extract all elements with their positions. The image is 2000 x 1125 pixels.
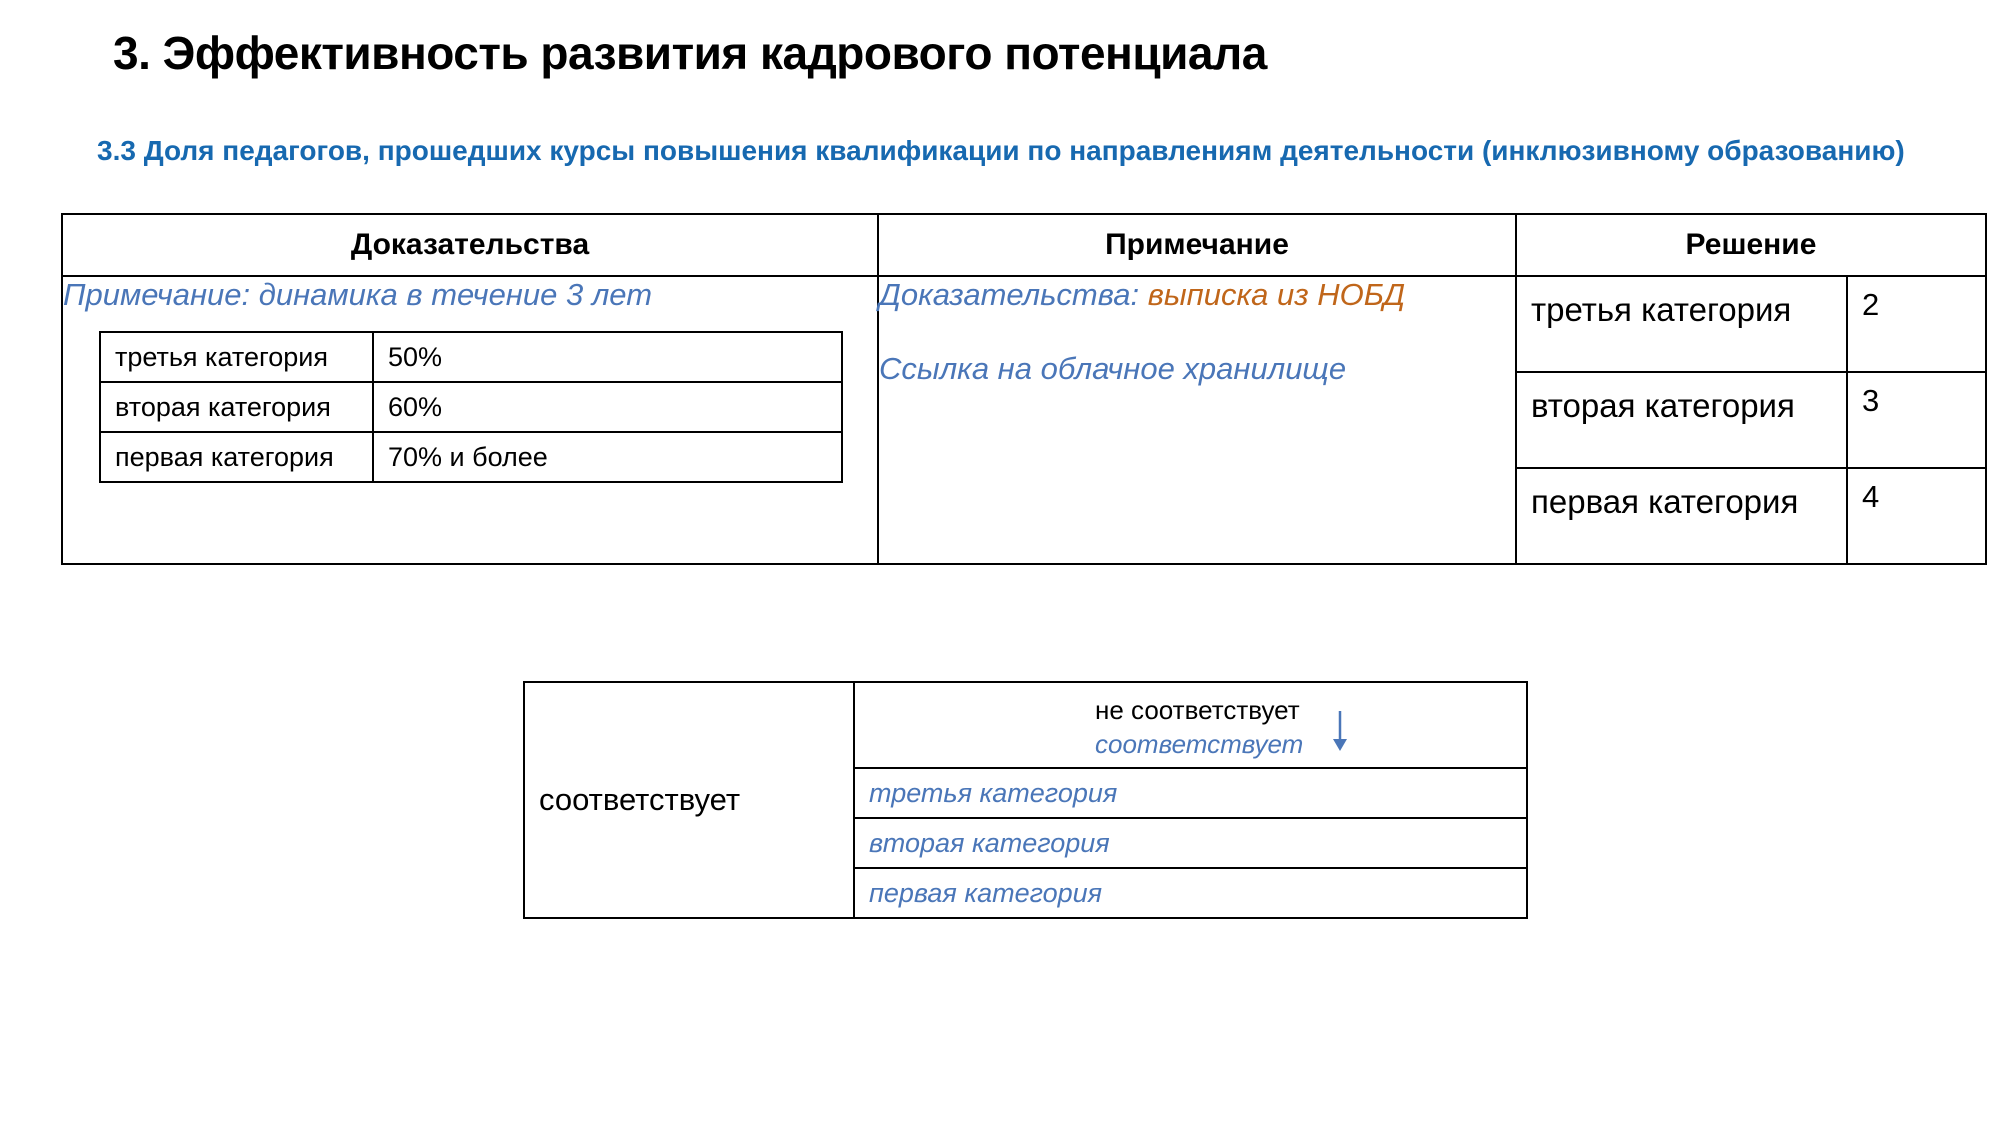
decision-category: первая категория bbox=[1517, 468, 1847, 563]
decision-category: вторая категория bbox=[1517, 372, 1847, 468]
threshold-category: третья категория bbox=[100, 332, 373, 382]
header-decision: Решение bbox=[1516, 214, 1986, 276]
note-evidence-line bbox=[879, 277, 1515, 313]
compliance-header-row bbox=[524, 682, 1527, 768]
compliance-dropdown[interactable] bbox=[854, 682, 1527, 768]
section-subtitle: 3.3 Доля педагогов, прошедших курсы повышения квалификации по направлениям деятельности (инклюзивному образованию) bbox=[97, 135, 1905, 166]
evidence-note-text: Примечание: динамика в течение 3 лет bbox=[63, 277, 653, 312]
threshold-value: 70% и более bbox=[373, 432, 842, 482]
compliance-category[interactable]: первая категория bbox=[854, 868, 1527, 918]
header-evidence: Доказательства bbox=[62, 214, 878, 276]
threshold-row bbox=[100, 432, 842, 482]
compliance-category[interactable]: вторая категория bbox=[854, 818, 1527, 868]
header-note: Примечание bbox=[878, 214, 1516, 276]
page-title: 3. Эффективность развития кадрового потенциала bbox=[113, 27, 1267, 79]
threshold-value: 60% bbox=[373, 382, 842, 432]
threshold-row bbox=[100, 382, 842, 432]
threshold-category: первая категория bbox=[100, 432, 373, 482]
compliance-options bbox=[1095, 693, 1303, 761]
criteria-table bbox=[61, 213, 1987, 565]
threshold-value: 50% bbox=[373, 332, 842, 382]
option-compliant[interactable]: соответствует bbox=[1095, 729, 1304, 759]
note-evidence-source: выписка из НОБД bbox=[1147, 277, 1406, 312]
note-evidence-prefix: Доказательства: bbox=[879, 277, 1148, 312]
compliance-result: соответствует bbox=[524, 682, 854, 918]
arrow-down-icon bbox=[1329, 709, 1351, 753]
decision-category: третья категория bbox=[1517, 277, 1847, 372]
decision-score: 2 bbox=[1862, 287, 1880, 322]
compliance-selection-table bbox=[523, 681, 1528, 919]
cloud-storage-link[interactable]: Ссылка на облачное хранилище bbox=[879, 351, 1347, 386]
decision-table bbox=[1517, 277, 1987, 563]
decision-row bbox=[1517, 277, 1987, 372]
compliance-category[interactable]: третья категория bbox=[854, 768, 1527, 818]
option-not-compliant[interactable]: не соответствует bbox=[1095, 695, 1300, 725]
criteria-table-header-row bbox=[62, 214, 1986, 276]
decision-cell bbox=[1516, 276, 1986, 564]
evidence-cell bbox=[62, 276, 878, 564]
decision-score: 3 bbox=[1847, 372, 1987, 468]
threshold-row bbox=[100, 332, 842, 382]
criteria-thresholds-table bbox=[99, 331, 843, 483]
note-cell bbox=[878, 276, 1516, 564]
decision-row bbox=[1517, 372, 1987, 468]
criteria-table-body-row bbox=[62, 276, 1986, 564]
decision-score: 4 bbox=[1847, 468, 1987, 563]
decision-row bbox=[1517, 468, 1987, 563]
threshold-category: вторая категория bbox=[100, 382, 373, 432]
